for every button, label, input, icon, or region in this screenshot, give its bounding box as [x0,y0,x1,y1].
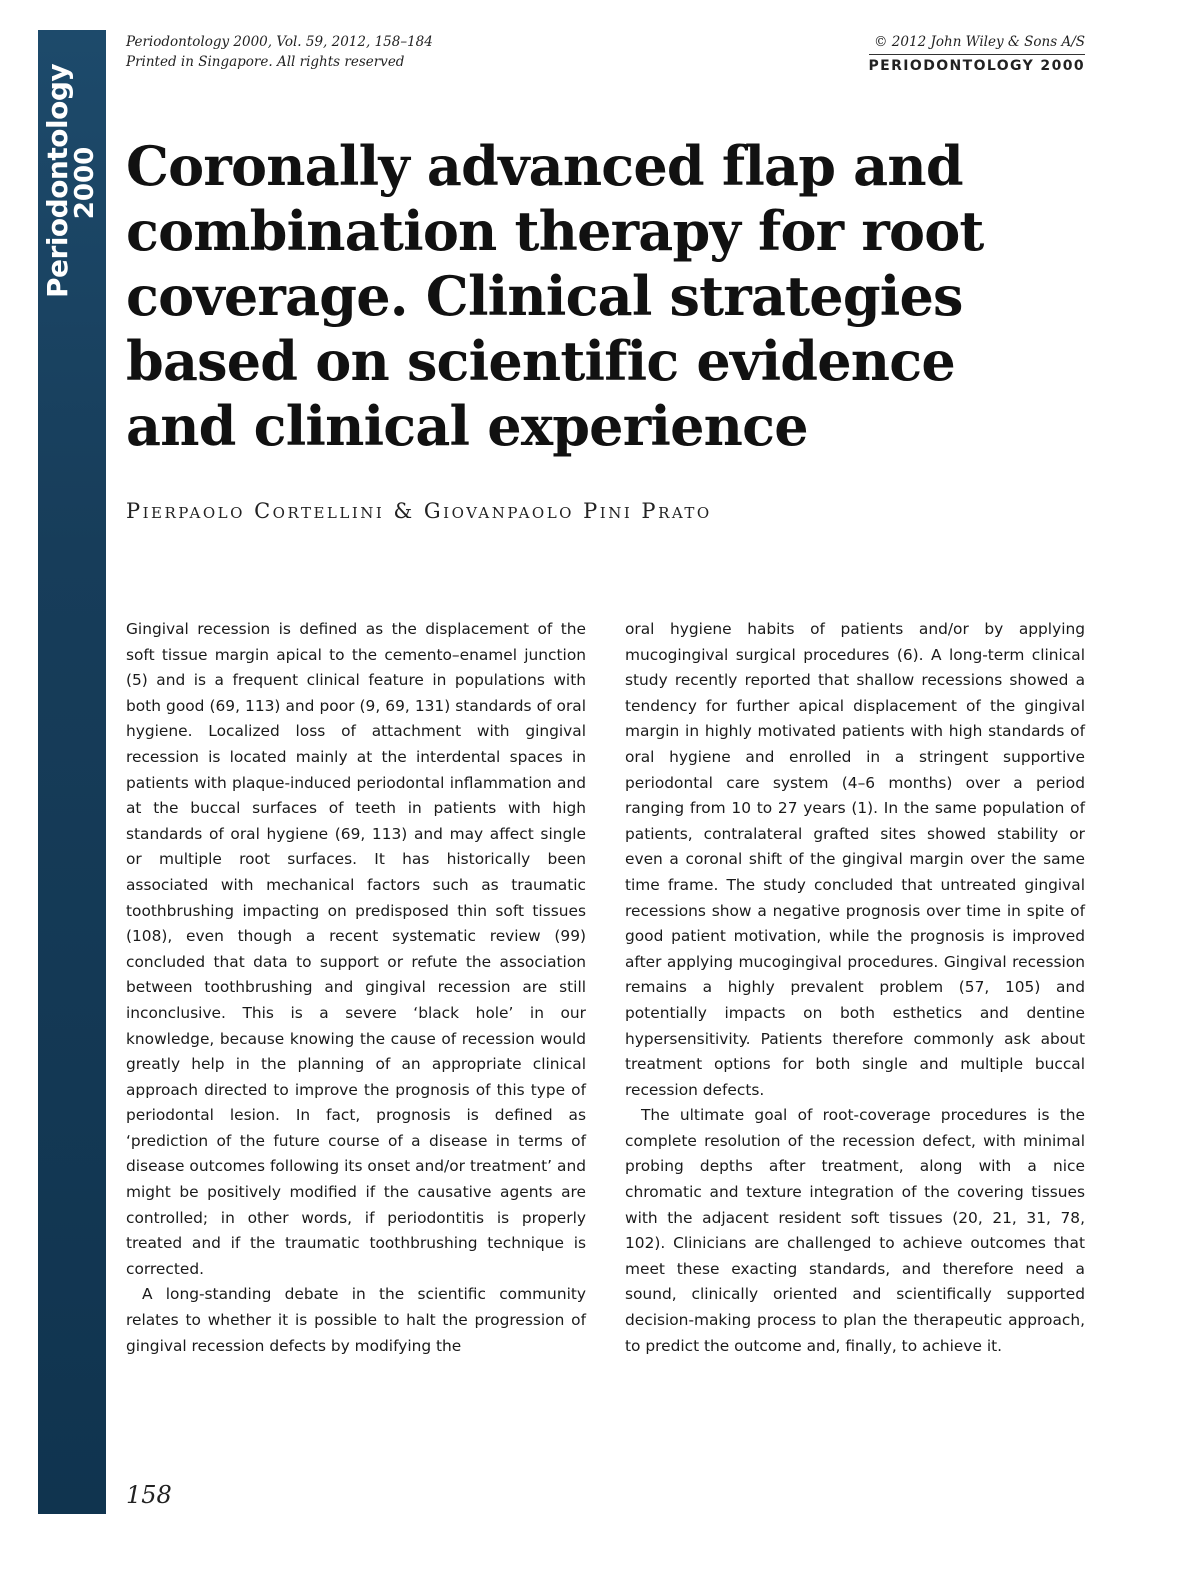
journal-sidebar [38,30,106,1514]
copyright: © 2012 John Wiley & Sons A/S [874,34,1085,50]
body-column-left [126,617,586,1359]
paragraph: oral hygiene habits of patients and/or by applying mucogingival surgical procedures (6). A long-term clinical study recently reported that shallow recessions showed a tendency for further apical displacement of the gingival margin in highly motivated patients with high standards of oral hygiene and enrolled in a stringent supportive periodontal care system (4–6 months) over a period ranging from 10 to 27 years (1). In the same population of patients, contralateral grafted sites showed stability or even a coronal shift of the gingival margin over the same time frame. The study concluded that untreated gingival recessions show a negative prognosis over time in spite of good patient motivation, while the prognosis is improved after applying mucogingival procedures. Gingival recession remains a highly prevalent problem (57, 105) and potentially impacts on both esthetics and dentine hypersensitivity. Patients therefore commonly ask about treatment options for both single and multiple buccal recession defects. [625,620,1085,1099]
page-number: 158 [126,1481,172,1509]
printed-note: Printed in Singapore. All rights reserved [126,54,405,70]
article-authors: Pierpaolo Cortellini & Giovanpaolo Pini Prato [126,499,712,523]
citation: Periodontology 2000, Vol. 59, 2012, 158–184 [126,34,433,50]
body-column-right [625,617,1085,1359]
article-title: Coronally advanced flap and combination therapy for root coverage. Clinical strategies based on scientific evidence and clinical experience [126,134,984,458]
paragraph: A long-standing debate in the scientific community relates to whether it is possible to halt the progression of gingival recession defects by modifying the [126,1285,586,1355]
brand-line-1: Periodontology [41,63,74,298]
paragraph: The ultimate goal of root-coverage procedures is the complete resolution of the recession defect, with minimal probing depths after treatment, along with a nice chromatic and texture integration of the covering tissues with the adjacent resident soft tissues (20, 21, 31, 78, 102). Clinicians are challenged to achieve outcomes that meet these exacting standards, and therefore need a sound, clinically oriented and scientifically supported decision-making process to plan the therapeutic approach, to predict the outcome and, finally, to achieve it. [625,1106,1085,1355]
header-journal-block [869,32,1086,74]
journal-name: PERIODONTOLOGY 2000 [868,58,1085,74]
header-citation-block [126,32,433,72]
journal-brand [41,63,100,298]
brand-line-2: 2000 [70,146,100,220]
paragraph: Gingival recession is defined as the displacement of the soft tissue margin apical to the cemento–enamel junction (5) and is a frequent clinical feature in populations with both good (69, 113) and poor (9, 69, 131) standards of oral hygiene. Localized loss of attachment with gingival recession is located mainly at the interdental spaces in patients with plaque-induced periodontal inflammation and at the buccal surfaces of teeth in patients with high standards of oral hygiene (69, 113) and may affect single or multiple root surfaces. It has historically been associated with mechanical factors such as traumatic toothbrushing impacting on predisposed thin soft tissues (108), even though a recent systematic review (99) concluded that data to support or refute the association between toothbrushing and gingival recession are still inconclusive. This is a severe ‘black hole’ in our knowledge, because knowing the cause of recession would greatly help in the planning of an appropriate clinical approach directed to improve the prognosis of this type of periodontal lesion. In fact, prognosis is defined as ‘prediction of the future course of a disease in terms of disease outcomes following its onset and/or treatment’ and might be positively modified if the causative agents are controlled; in other words, if periodontitis is properly treated and if the traumatic toothbrushing technique is corrected. [126,620,586,1278]
header-rule [869,54,1086,55]
